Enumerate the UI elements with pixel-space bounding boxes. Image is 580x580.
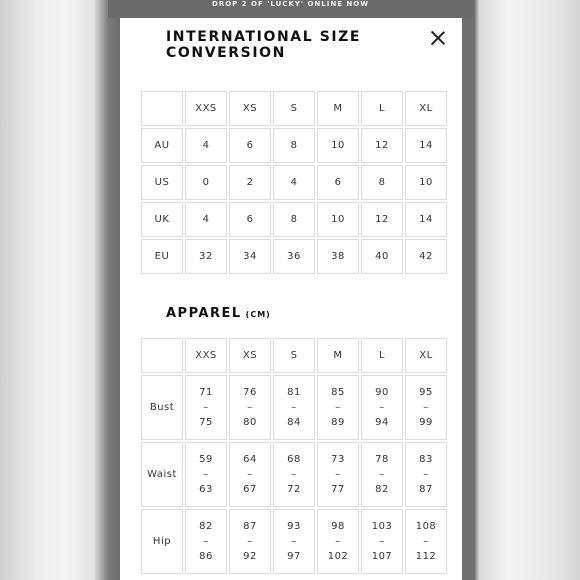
range-separator: – — [203, 536, 209, 547]
range-max: 92 — [243, 551, 257, 562]
range-min: 78 — [375, 454, 389, 465]
range-max: 99 — [419, 417, 433, 428]
size-value-cell: 14 — [405, 202, 447, 237]
size-header-cell: L — [361, 338, 403, 373]
measurement-range-cell — [317, 442, 359, 507]
range-max: 77 — [331, 484, 345, 495]
range-max: 97 — [287, 551, 301, 562]
size-value-cell: 32 — [185, 239, 227, 274]
range-separator: – — [423, 536, 429, 547]
range-min: 108 — [415, 521, 437, 532]
range-max: 84 — [287, 417, 301, 428]
range-separator: – — [335, 469, 341, 480]
range-separator: – — [247, 536, 253, 547]
measurement-range-cell — [361, 509, 403, 574]
measurement-range-cell — [229, 442, 271, 507]
measurement-range-cell — [405, 375, 447, 440]
range-separator: – — [247, 469, 253, 480]
background-left — [0, 0, 120, 580]
size-header-cell: S — [273, 338, 315, 373]
measurement-range-cell — [273, 509, 315, 574]
range-max: 72 — [287, 484, 301, 495]
apparel-unit: (CM) — [245, 310, 271, 319]
table-row — [141, 202, 447, 237]
measurement-range-cell — [361, 375, 403, 440]
region-label-cell: EU — [141, 239, 183, 274]
table-header-row — [141, 91, 447, 126]
range-max: 89 — [331, 417, 345, 428]
table-row — [141, 509, 447, 574]
measurement-range-cell — [273, 375, 315, 440]
announcement-text: DROP 2 OF 'LUCKY' ONLINE NOW — [212, 0, 369, 8]
range-min: 81 — [287, 387, 301, 398]
table-corner-cell — [141, 91, 183, 126]
measurement-range-cell — [185, 509, 227, 574]
measurement-range-cell — [185, 375, 227, 440]
region-label-cell: AU — [141, 128, 183, 163]
apparel-heading-text: APPAREL — [166, 306, 242, 321]
measurement-label-cell: Waist — [141, 442, 183, 507]
size-value-cell: 4 — [185, 202, 227, 237]
size-header-cell: XXS — [185, 91, 227, 126]
apparel-heading — [166, 295, 271, 323]
measurement-range-cell — [361, 442, 403, 507]
range-separator: – — [379, 469, 385, 480]
range-min: 59 — [199, 454, 213, 465]
size-value-cell: 6 — [229, 128, 271, 163]
range-separator: – — [423, 402, 429, 413]
range-min: 68 — [287, 454, 301, 465]
region-label-cell: UK — [141, 202, 183, 237]
measurement-label-cell: Bust — [141, 375, 183, 440]
conversion-table — [139, 89, 449, 276]
range-separator: – — [379, 536, 385, 547]
apparel-table — [139, 336, 449, 576]
size-header-cell: XXS — [185, 338, 227, 373]
range-max: 87 — [419, 484, 433, 495]
size-value-cell: 34 — [229, 239, 271, 274]
size-header-cell: L — [361, 91, 403, 126]
size-guide-modal — [120, 18, 462, 580]
range-separator: – — [203, 402, 209, 413]
size-value-cell: 6 — [317, 165, 359, 200]
size-value-cell: 36 — [273, 239, 315, 274]
measurement-range-cell — [229, 375, 271, 440]
measurement-range-cell — [229, 509, 271, 574]
size-value-cell: 8 — [361, 165, 403, 200]
size-header-cell: M — [317, 338, 359, 373]
close-icon[interactable] — [430, 30, 446, 46]
range-separator: – — [335, 402, 341, 413]
background-right — [460, 0, 580, 580]
size-value-cell: 8 — [273, 128, 315, 163]
table-row — [141, 128, 447, 163]
measurement-range-cell — [273, 442, 315, 507]
range-min: 64 — [243, 454, 257, 465]
table-corner-cell — [141, 338, 183, 373]
range-max: 63 — [199, 484, 213, 495]
range-separator: – — [379, 402, 385, 413]
region-label-cell: US — [141, 165, 183, 200]
size-value-cell: 12 — [361, 128, 403, 163]
range-separator: – — [291, 536, 297, 547]
size-value-cell: 10 — [317, 202, 359, 237]
size-header-cell: M — [317, 91, 359, 126]
size-value-cell: 40 — [361, 239, 403, 274]
measurement-label-cell: Hip — [141, 509, 183, 574]
table-header-row — [141, 338, 447, 373]
announcement-bar — [108, 0, 473, 18]
range-min: 87 — [243, 521, 257, 532]
range-min: 83 — [419, 454, 433, 465]
range-min: 90 — [375, 387, 389, 398]
size-value-cell: 10 — [405, 165, 447, 200]
table-row — [141, 239, 447, 274]
measurement-range-cell — [405, 442, 447, 507]
size-value-cell: 10 — [317, 128, 359, 163]
range-min: 85 — [331, 387, 345, 398]
range-separator: – — [335, 536, 341, 547]
size-value-cell: 14 — [405, 128, 447, 163]
size-header-cell: S — [273, 91, 315, 126]
range-max: 86 — [199, 551, 213, 562]
range-min: 76 — [243, 387, 257, 398]
range-separator: – — [423, 469, 429, 480]
range-min: 95 — [419, 387, 433, 398]
range-min: 82 — [199, 521, 213, 532]
size-header-cell: XS — [229, 91, 271, 126]
range-min: 73 — [331, 454, 345, 465]
range-min: 98 — [331, 521, 345, 532]
range-min: 103 — [371, 521, 393, 532]
measurement-range-cell — [317, 509, 359, 574]
range-max: 82 — [375, 484, 389, 495]
range-max: 102 — [327, 551, 349, 562]
range-max: 107 — [371, 551, 393, 562]
range-separator: – — [291, 402, 297, 413]
range-max: 112 — [415, 551, 437, 562]
size-value-cell: 4 — [273, 165, 315, 200]
range-max: 94 — [375, 417, 389, 428]
range-min: 93 — [287, 521, 301, 532]
size-header-cell: XS — [229, 338, 271, 373]
table-row — [141, 165, 447, 200]
range-max: 75 — [199, 417, 213, 428]
size-value-cell: 12 — [361, 202, 403, 237]
table-row — [141, 375, 447, 440]
size-value-cell: 6 — [229, 202, 271, 237]
size-value-cell: 38 — [317, 239, 359, 274]
range-max: 67 — [243, 484, 257, 495]
measurement-range-cell — [185, 442, 227, 507]
range-separator: – — [291, 469, 297, 480]
measurement-range-cell — [405, 509, 447, 574]
size-header-cell: XL — [405, 338, 447, 373]
range-min: 71 — [199, 387, 213, 398]
table-row — [141, 442, 447, 507]
size-header-cell: XL — [405, 91, 447, 126]
size-value-cell: 0 — [185, 165, 227, 200]
range-separator: – — [203, 469, 209, 480]
size-value-cell: 42 — [405, 239, 447, 274]
range-max: 80 — [243, 417, 257, 428]
size-value-cell: 8 — [273, 202, 315, 237]
size-value-cell: 2 — [229, 165, 271, 200]
measurement-range-cell — [317, 375, 359, 440]
range-separator: – — [247, 402, 253, 413]
size-value-cell: 4 — [185, 128, 227, 163]
modal-title: INTERNATIONAL SIZE CONVERSION — [166, 29, 362, 61]
